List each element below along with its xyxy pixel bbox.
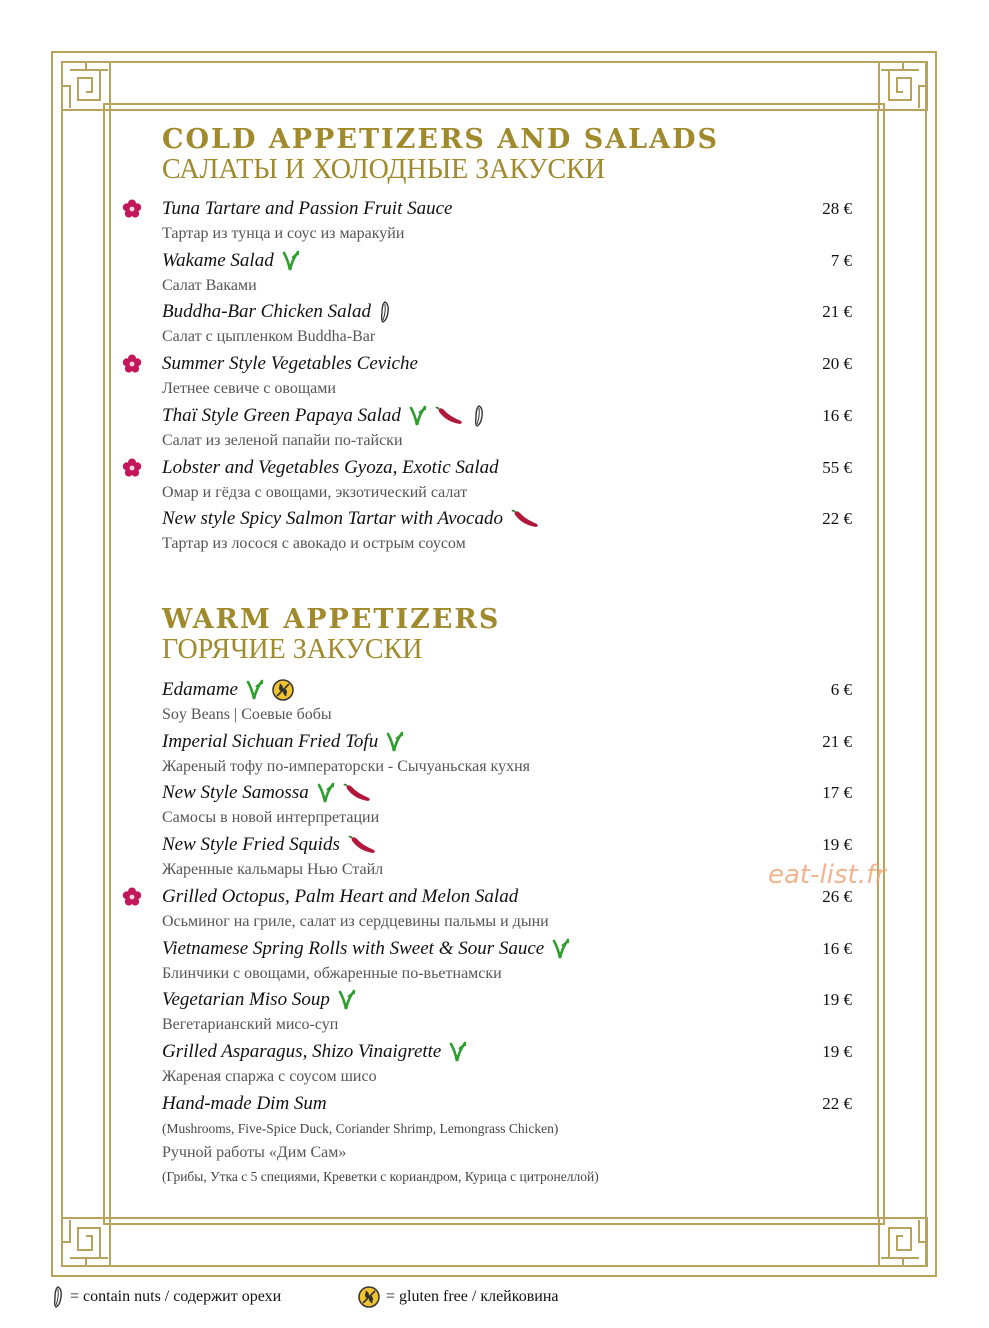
- menu-item-price: 7 €: [830, 250, 852, 270]
- section-title-warm-en: WARM APPETIZERS: [162, 604, 501, 635]
- menu-item-name: [162, 780, 852, 806]
- menu-item-name: [162, 196, 852, 222]
- vegetarian-icon: [386, 731, 404, 753]
- menu-item-description: Жареный тофу по-императорски - Сычуаньская кухня: [162, 757, 531, 775]
- menu-item-name-text: Summer Style Vegetables Ceviche: [162, 353, 418, 375]
- menu-item-description: Салат из зеленой папайи по-тайски: [162, 431, 403, 449]
- menu-item-name: [162, 455, 852, 481]
- menu-item-price: 55 €: [822, 457, 852, 477]
- vegetarian-icon: [449, 1041, 467, 1063]
- vegetarian-icon: [409, 405, 427, 427]
- menu-item-description: Осьминог на гриле, салат из сердцевины пальмы и дыни: [162, 912, 549, 930]
- menu-item-price: 21 €: [822, 302, 852, 322]
- menu-item: [162, 299, 852, 349]
- menu-item-name: [162, 1039, 852, 1065]
- menu-item: [162, 936, 852, 986]
- menu-item: [162, 884, 852, 934]
- menu-item-name-text: Lobster and Vegetables Gyoza, Exotic Salad: [162, 456, 499, 478]
- menu-item-price: 6 €: [830, 680, 852, 699]
- menu-item-price: 19 €: [822, 1041, 852, 1061]
- menu-item-description: Soy Beans | Соевые бобы: [162, 706, 332, 723]
- vegetarian-icon: [317, 782, 335, 804]
- menu-item-name: [162, 677, 852, 703]
- vegetarian-icon: [246, 679, 264, 701]
- nuts-icon: [379, 301, 391, 323]
- menu-item-name: [162, 987, 852, 1013]
- menu-item-name-text: Imperial Sichuan Fried Tofu: [162, 730, 379, 752]
- menu-item-price: 16 €: [822, 405, 852, 425]
- menu-item-price: 17 €: [822, 783, 852, 803]
- menu-item: [162, 780, 852, 830]
- section-title-cold-ru: САЛАТЫ И ХОЛОДНЫЕ ЗАКУСКИ: [162, 154, 606, 185]
- menu-item-description: Блинчики с овощами, обжаренные по-вьетнамски: [162, 964, 502, 982]
- menu-item-description: Жареная спаржа с соусом шисо: [162, 1067, 377, 1085]
- menu-item: [162, 987, 852, 1037]
- watermark: eat-list.fr: [768, 860, 886, 890]
- menu-item-description: Жаренные кальмары Нью Стайл: [162, 861, 384, 879]
- menu-item-description: Тартар из лосося с авокадо и острым соусом: [162, 535, 466, 553]
- menu-item-name: [162, 832, 852, 858]
- menu-item-price: 22 €: [822, 509, 852, 529]
- menu-item-price: 20 €: [822, 354, 852, 374]
- menu-item-price: 28 €: [822, 199, 852, 218]
- menu-item-name: [162, 506, 852, 532]
- signature-flower-icon: [122, 199, 142, 219]
- menu-item-price: 22 €: [822, 1093, 852, 1113]
- menu-item-name-text: New style Spicy Salmon Tartar with Avocado: [162, 508, 503, 530]
- menu-item: [162, 729, 852, 779]
- menu-item-description: Омар и гёдза с овощами, экзотический салат: [162, 483, 468, 501]
- menu-item-name-text: Vegetarian Miso Soup: [162, 989, 330, 1011]
- menu-item-description-ru: Ручной работы «Дим Сам»: [162, 1143, 347, 1161]
- menu-item: [162, 832, 852, 882]
- menu-item-name-text: New Style Fried Squids: [162, 834, 340, 856]
- menu-item-name-text: Thaï Style Green Papaya Salad: [162, 404, 401, 426]
- menu-item-description: Самосы в новой интерпретации: [162, 809, 380, 827]
- menu-item: [162, 1039, 852, 1089]
- menu-item-price: 21 €: [822, 731, 852, 751]
- menu-item-name-text: Edamame: [162, 679, 238, 700]
- legend-gluten-text: = gluten free / клейковина: [386, 1288, 559, 1305]
- legend-gluten: [358, 1286, 558, 1308]
- menu-item-price: 19 €: [822, 990, 852, 1010]
- chili-icon: [511, 509, 541, 529]
- menu-item-name: [162, 351, 852, 377]
- menu-item-description: Летнее севиче с овощами: [162, 380, 336, 398]
- chili-icon: [435, 406, 465, 426]
- menu-item-name-text: Buddha-Bar Chicken Salad: [162, 301, 371, 323]
- menu-item: [162, 351, 852, 401]
- nuts-icon: [473, 405, 485, 427]
- menu-item-name-text: Tuna Tartare and Passion Fruit Sauce: [162, 198, 453, 219]
- section-title-warm-ru: ГОРЯЧИЕ ЗАКУСКИ: [162, 634, 423, 665]
- menu-item-price: 19 €: [822, 835, 852, 855]
- menu-item-description: Салат с цыпленком Buddha-Bar: [162, 328, 376, 346]
- menu-item: [162, 506, 852, 556]
- chili-icon: [348, 835, 378, 855]
- menu-item-price: 26 €: [822, 886, 852, 906]
- signature-flower-icon: [122, 458, 142, 478]
- vegetarian-icon: [338, 989, 356, 1011]
- menu-item: [162, 455, 852, 505]
- menu-item: [162, 1091, 852, 1189]
- menu-item-name: [162, 299, 852, 325]
- menu-item-name: [162, 1091, 852, 1117]
- menu-item-name: [162, 248, 852, 274]
- menu-item: [162, 677, 852, 727]
- menu-item-description: Вегетарианский мисо-суп: [162, 1016, 339, 1034]
- gluten-free-icon: [358, 1286, 380, 1308]
- menu-item-description: (Mushrooms, Five-Spice Duck, Coriander Shrimp, Lemongrass Chicken): [162, 1120, 559, 1136]
- chili-icon: [343, 783, 373, 803]
- menu-item-name: [162, 936, 852, 962]
- menu-item-description-ru-detail: (Грибы, Утка с 5 специями, Креветки с кориандром, Курица с цитронеллой): [162, 1168, 599, 1184]
- legend-nuts: [52, 1286, 281, 1308]
- menu-item-name-text: Grilled Asparagus, Shizo Vinaigrette: [162, 1040, 442, 1062]
- menu-item-name: [162, 403, 852, 429]
- menu-item: [162, 403, 852, 453]
- menu-item-name-text: Wakame Salad: [162, 249, 274, 271]
- gluten-free-icon: [272, 679, 294, 701]
- menu-item-name-text: Hand-made Dim Sum: [162, 1092, 327, 1114]
- menu-item: [162, 248, 852, 298]
- legend-nuts-text: = contain nuts / содержит орехи: [70, 1288, 282, 1305]
- vegetarian-icon: [282, 250, 300, 272]
- menu-item-name-text: New Style Samossa: [162, 782, 309, 804]
- menu-item-name-text: Vietnamese Spring Rolls with Sweet & Sour Sauce: [162, 937, 545, 959]
- menu-item-description: Салат Ваками: [162, 276, 257, 294]
- nuts-icon: [52, 1286, 64, 1308]
- vegetarian-icon: [552, 938, 570, 960]
- signature-flower-icon: [122, 354, 142, 374]
- section-title-cold-en: COLD APPETIZERS AND SALADS: [162, 124, 720, 155]
- menu-item-price: 16 €: [822, 938, 852, 958]
- menu-item-name: [162, 884, 852, 910]
- menu-item-name: [162, 729, 852, 755]
- signature-flower-icon: [122, 887, 142, 907]
- menu-item-name-text: Grilled Octopus, Palm Heart and Melon Salad: [162, 885, 519, 907]
- menu-item-description: Тартар из тунца и соус из маракуйи: [162, 225, 405, 242]
- menu-item: [162, 196, 852, 246]
